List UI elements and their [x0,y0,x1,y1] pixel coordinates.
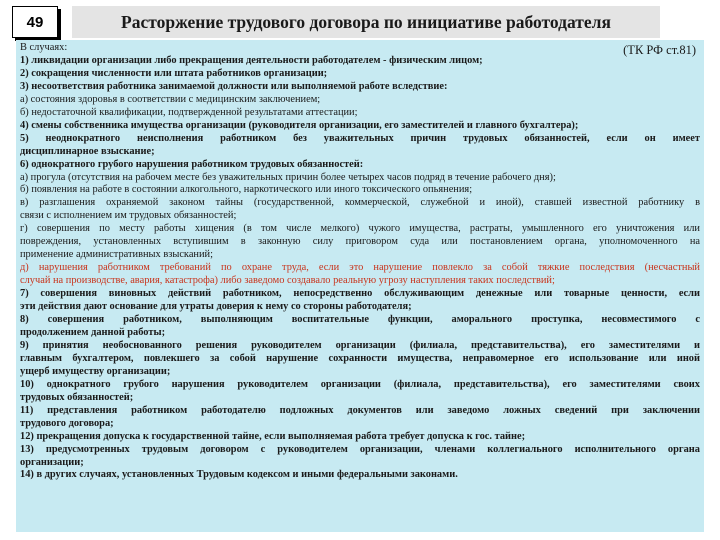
list-item: 9) принятия необоснованного решения руководителем организации (филиала, представительства), его заместителями и [20,339,700,351]
list-item: 3) несоответствия работника занимаемой должности или выполняемой работе вследствие: [20,80,448,92]
list-item: связи с исполнением им трудовых обязанностей; [20,210,237,222]
law-reference: (ТК РФ ст.81) [619,43,696,58]
list-item: 13) предусмотренных трудовым договором с руководителем организации, членами коллегиального исполнительного органа [20,443,700,455]
slide-number: 49 [12,6,58,38]
list-item: г) совершения по месту работы хищения (в том числе мелкого) чужого имущества, растраты, умышленного его уничтожения или [20,223,700,235]
intro-text: В случаях: [20,42,68,53]
list-item: 8) совершения работником, выполняющим воспитательные функции, аморального проступка, несовместимого с [20,314,700,326]
list-item: 7) совершения виновных действий работником, непосредственно обслуживающим денежные или товарные ценности, если [20,288,700,300]
list-item: 10) однократного грубого нарушения руководителем организации (филиала, представительства), его заместителями своих [20,378,700,390]
list-item: а) состояния здоровья в соответствии с медицинским заключением; [20,93,321,105]
list-item: трудового договора; [20,417,114,429]
list-item: повреждения, установленных вступившим в законную силу приговором суда или постановлением органа, уполномоченного на [20,236,700,248]
list-item: 11) представления работником работодателю подложных документов или заведомо ложных сведений при заключении [20,404,700,416]
intro-row [20,42,700,55]
list-item: 5) неоднократного неисполнения работником без уважительных причин трудовых обязанностей, если он имеет [20,132,700,144]
list-item-highlighted: д) нарушения работником требований по охране труда, если это нарушение повлекло за собой тяжкие последствия (несчастный [20,262,700,274]
list-item: применение административных взысканий; [20,249,213,261]
list-item: а) прогула (отсутствия на рабочем месте без уважительных причин более четырех часов подряд в течение рабочего дня); [20,171,556,183]
content-panel [16,40,704,532]
list-item-highlighted: случай на производстве, авария, катастрофа) либо заведомо создавало реальную угрозу наступления таких последствий; [20,275,555,287]
page-title: Расторжение трудового договора по инициативе работодателя [121,11,611,32]
list-item: 1) ликвидации организации либо прекращения деятельности работодателем - физическим лицом; [20,54,483,66]
list-item: главным бухгалтером, повлекшего за собой нарушение сохранности имущества, неправомерное его использование или иной [20,352,700,364]
list-item: в) разглашения охраняемой законом тайны (государственной, коммерческой, служебной и иной), ставшей известной работнику в [20,197,700,209]
list-item: б) недостаточной квалификации, подтвержденной результатами аттестации; [20,106,358,118]
list-item: ущерб имуществу организации; [20,365,171,377]
list-item: 12) прекращения допуска к государственной тайне, если выполняемая работа требует допуска к гос. тайне; [20,430,526,442]
list-item: 2) сокращения численности или штата работников организации; [20,67,328,79]
title-bar [72,6,660,38]
list-item: организации; [20,456,84,468]
list-item: б) появления на работе в состоянии алкогольного, наркотического или иного токсического опьянения; [20,184,473,196]
list-item: продолжением данной работы; [20,326,166,338]
list-item: 14) в других случаях, установленных Трудовым кодексом и иными федеральными законами. [20,469,458,481]
list-item: трудовых обязанностей; [20,391,134,403]
list-item: 4) смены собственника имущества организации (руководителя организации, его заместителей и главного бухгалтера); [20,119,579,131]
list-item: 6) однократного грубого нарушения работником трудовых обязанностей: [20,158,364,170]
list-item: дисциплинарное взыскание; [20,145,155,157]
list-item: эти действия дают основание для утраты доверия к нему со стороны работодателя; [20,301,412,313]
